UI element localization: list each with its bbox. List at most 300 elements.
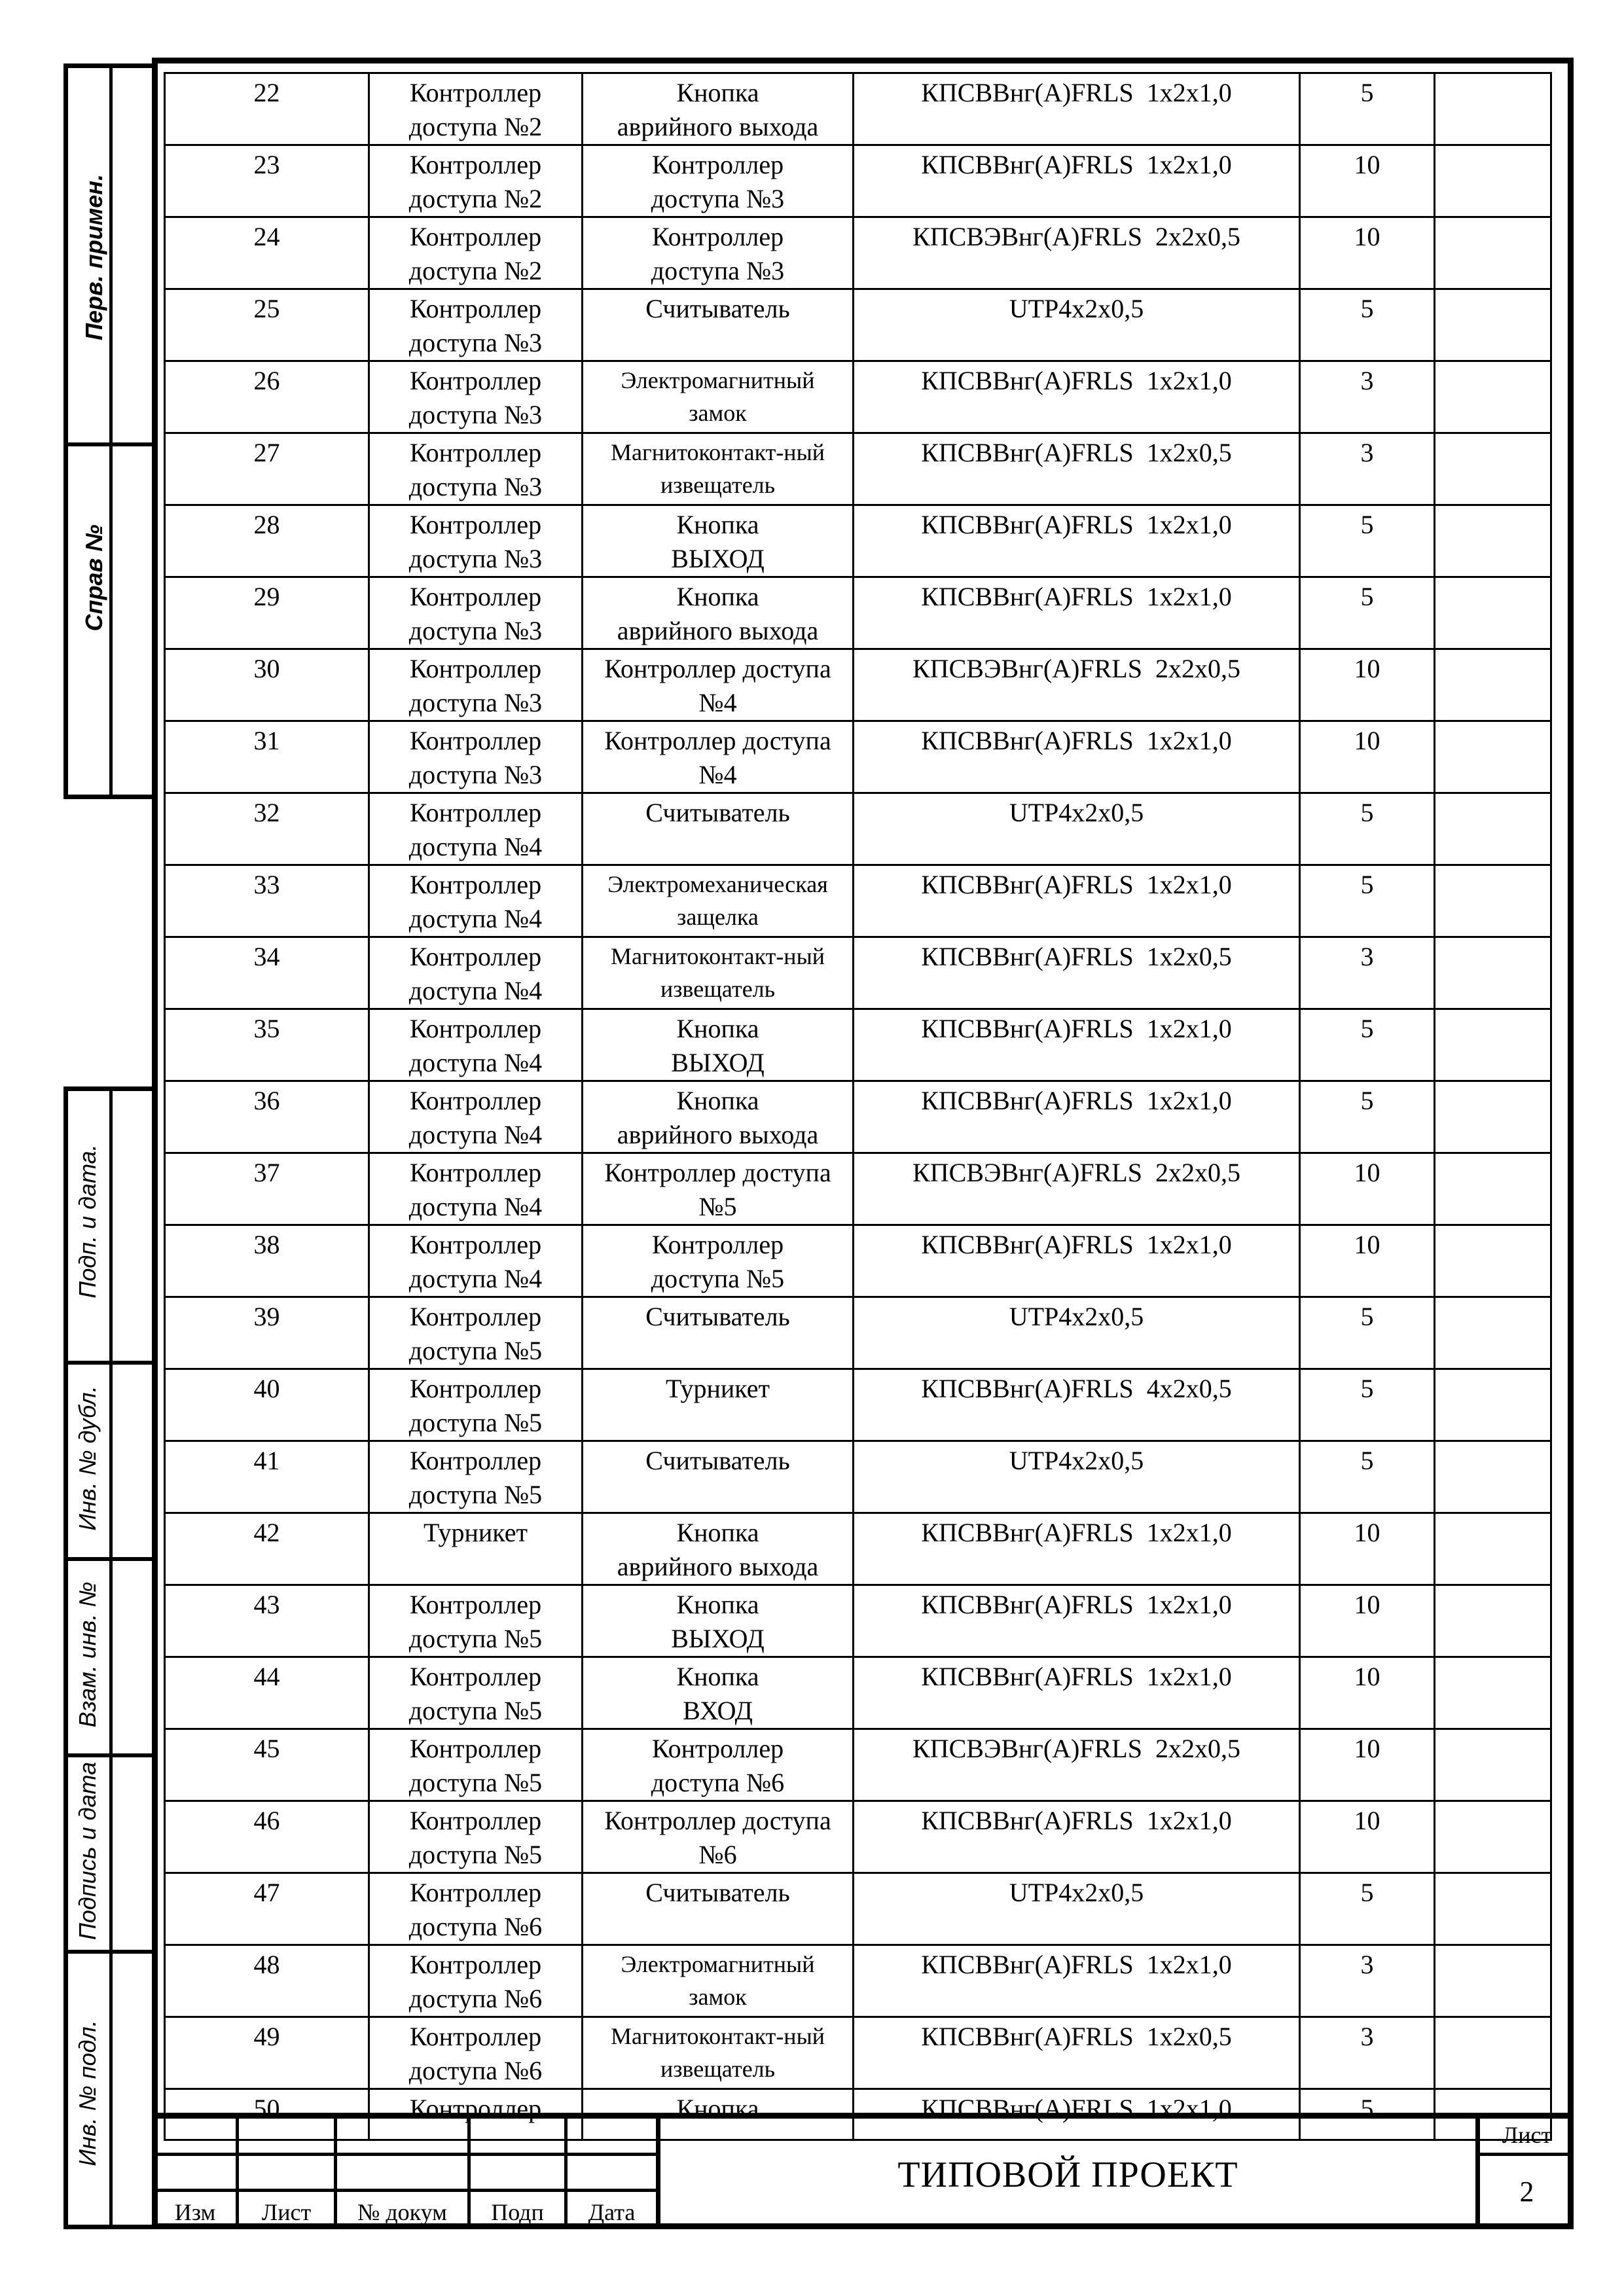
cell-length: 5 [1300, 73, 1435, 145]
cell-line-from: доступа №3 [408, 688, 543, 717]
stamp-col-data: Дата [588, 2199, 636, 2225]
cell-line-to: №4 [698, 688, 737, 717]
cell-length: 5 [1300, 865, 1435, 937]
cell-length: 3 [1300, 937, 1435, 1009]
cell-line-from: доступа №5 [408, 1408, 543, 1437]
cell-length: 5 [1300, 577, 1435, 649]
table-row [165, 649, 1551, 721]
cell-line-from: доступа №4 [408, 1192, 543, 1221]
cell-cable: КПСВВнг(А)FRLS 1х2х0,5 [854, 2017, 1300, 2089]
cell-line-to: Считыватель [645, 294, 790, 323]
cell-note [1435, 1873, 1551, 1945]
cell-line-to: Контроллер [651, 222, 784, 251]
cell-line-from: доступа №3 [408, 544, 543, 573]
table-row [165, 145, 1551, 217]
cell-number: 45 [165, 1729, 369, 1801]
cell-line-from: Контроллер [409, 870, 542, 899]
cell-line-to: Электромеханическая [607, 871, 828, 897]
cell-to [583, 73, 854, 145]
cell-cable: КПСВВнг(А)FRLS 1х2х1,0 [854, 721, 1300, 793]
cell-number: 24 [165, 217, 369, 289]
cell-to [583, 1945, 854, 2017]
stamp-col-izm: Изм [174, 2199, 216, 2225]
cell-to [583, 1873, 854, 1945]
cell-line-to: Считыватель [645, 798, 790, 827]
cell-note [1435, 1729, 1551, 1801]
cell-length: 10 [1300, 1585, 1435, 1657]
side-label-inv-no-podl: Инв. № подл. [74, 2020, 101, 2166]
cell-line-from: Контроллер [409, 1086, 542, 1115]
table-row [165, 1729, 1551, 1801]
cell-cable: КПСВВнг(А)FRLS 1х2х0,5 [854, 433, 1300, 505]
cell-line-from: Контроллер [409, 2094, 542, 2123]
cell-cable: КПСВВнг(А)FRLS 1х2х1,0 [854, 1513, 1300, 1585]
cell-to [583, 217, 854, 289]
cell-from [369, 1873, 583, 1945]
cell-line-to: №6 [698, 1840, 737, 1869]
cell-line-from: доступа №3 [408, 472, 543, 501]
cell-line-to: Считыватель [645, 1446, 790, 1475]
table-row [165, 433, 1551, 505]
cell-cable: КПСВВнг(А)FRLS 1х2х0,5 [854, 937, 1300, 1009]
cell-from [369, 1441, 583, 1513]
cell-length: 10 [1300, 1657, 1435, 1729]
cell-length: 10 [1300, 1729, 1435, 1801]
sheet-number: 2 [1519, 2176, 1534, 2208]
cell-line-to: ВЫХОД [671, 1624, 765, 1653]
cell-to [583, 1441, 854, 1513]
cell-line-to: Считыватель [645, 1302, 790, 1331]
stamp-col-list: Лист [261, 2199, 312, 2225]
cable-table [164, 72, 1552, 2141]
cell-number: 40 [165, 1369, 369, 1441]
cell-cable: КПСВЭВнг(А)FRLS 2х2х0,5 [854, 1729, 1300, 1801]
table-row [165, 1801, 1551, 1873]
table-row [165, 1441, 1551, 1513]
cell-line-from: доступа №5 [408, 1696, 543, 1725]
cell-number: 38 [165, 1225, 369, 1297]
cell-cable: КПСВЭВнг(А)FRLS 2х2х0,5 [854, 217, 1300, 289]
cell-line-from: доступа №5 [408, 1840, 543, 1869]
cell-length: 3 [1300, 2017, 1435, 2089]
cell-cable: UTP4x2x0,5 [854, 793, 1300, 865]
cell-note [1435, 145, 1551, 217]
cell-from [369, 1585, 583, 1657]
cell-cable: КПСВВнг(А)FRLS 1х2х1,0 [854, 1657, 1300, 1729]
cell-cable: КПСВВнг(А)FRLS 1х2х1,0 [854, 1801, 1300, 1873]
cell-number: 33 [165, 865, 369, 937]
cell-line-from: доступа №5 [408, 1336, 543, 1365]
cell-cable: КПСВВнг(А)FRLS 1х2х1,0 [854, 145, 1300, 217]
cell-to [583, 1657, 854, 1729]
cell-line-to: Контроллер доступа [604, 654, 831, 683]
cell-length: 10 [1300, 1153, 1435, 1225]
cell-from [369, 865, 583, 937]
cell-to [583, 1297, 854, 1369]
cell-from [369, 361, 583, 433]
cell-note [1435, 217, 1551, 289]
cell-from [369, 1729, 583, 1801]
cell-to [583, 1729, 854, 1801]
cell-length: 5 [1300, 289, 1435, 361]
cell-note [1435, 1513, 1551, 1585]
cell-note [1435, 937, 1551, 1009]
cell-length: 5 [1300, 1369, 1435, 1441]
cell-line-to: ВХОД [683, 1696, 753, 1725]
cell-cable: КПСВЭВнг(А)FRLS 2х2х0,5 [854, 649, 1300, 721]
cell-line-to: замок [689, 400, 747, 426]
cell-from [369, 649, 583, 721]
cell-line-from: Контроллер [409, 78, 542, 107]
cell-line-to: доступа №3 [651, 184, 785, 213]
table-row [165, 1009, 1551, 1081]
cell-line-from: доступа №2 [408, 256, 543, 285]
cell-line-to: Электромагнитный [621, 367, 815, 393]
cell-line-to: доступа №6 [651, 1768, 785, 1797]
cell-line-from: Контроллер [409, 1302, 542, 1331]
cell-number: 42 [165, 1513, 369, 1585]
cell-line-from: Контроллер [409, 510, 542, 539]
cell-number: 49 [165, 2017, 369, 2089]
table-row [165, 2017, 1551, 2089]
cell-number: 27 [165, 433, 369, 505]
cell-to [583, 937, 854, 1009]
cell-line-from: Контроллер [409, 726, 542, 755]
cell-line-from: Контроллер [409, 1374, 542, 1403]
cell-from [369, 1657, 583, 1729]
cell-length: 5 [1300, 793, 1435, 865]
cell-line-to: Магнитоконтакт-ный [610, 2023, 825, 2049]
cell-note [1435, 793, 1551, 865]
cell-number: 29 [165, 577, 369, 649]
cell-note [1435, 1945, 1551, 2017]
cell-note [1435, 1369, 1551, 1441]
cell-from [369, 433, 583, 505]
cell-to [583, 1081, 854, 1153]
cell-line-to: аврийного выхода [617, 1552, 819, 1581]
cell-cable: UTP4x2x0,5 [854, 1441, 1300, 1513]
cell-number: 36 [165, 1081, 369, 1153]
cell-number: 23 [165, 145, 369, 217]
table-row [165, 577, 1551, 649]
table-row [165, 217, 1551, 289]
cell-line-from: Контроллер [409, 1158, 542, 1187]
cell-to [583, 2017, 854, 2089]
cell-length: 3 [1300, 361, 1435, 433]
table-row [165, 505, 1551, 577]
cell-length: 3 [1300, 433, 1435, 505]
cell-cable: КПСВВнг(А)FRLS 4х2х0,5 [854, 1369, 1300, 1441]
cell-note [1435, 361, 1551, 433]
table-row [165, 937, 1551, 1009]
cell-length: 5 [1300, 1297, 1435, 1369]
cell-line-to: аврийного выхода [617, 1120, 819, 1149]
table-row [165, 1081, 1551, 1153]
cell-length: 5 [1300, 1009, 1435, 1081]
cell-to [583, 1369, 854, 1441]
cell-line-from: Турникет [424, 1518, 528, 1547]
cell-line-to: Кнопка [676, 78, 759, 107]
table-row [165, 865, 1551, 937]
sheet-label: Лист [1502, 2122, 1552, 2148]
cell-line-to: Контроллер [651, 1230, 784, 1259]
side-stamp-upper [63, 63, 152, 799]
cell-number: 47 [165, 1873, 369, 1945]
cell-note [1435, 505, 1551, 577]
cell-line-from: Контроллер [409, 1230, 542, 1259]
cell-cable: UTP4x2x0,5 [854, 289, 1300, 361]
cell-note [1435, 577, 1551, 649]
cell-length: 5 [1300, 2089, 1435, 2140]
cell-line-from: доступа №4 [408, 1048, 543, 1077]
cell-line-from: Контроллер [409, 222, 542, 251]
cell-to [583, 1153, 854, 1225]
cell-line-from: Контроллер [409, 366, 542, 395]
cell-number: 35 [165, 1009, 369, 1081]
cell-line-to: Кнопка [676, 1518, 759, 1547]
stamp-col-doc: № докум [357, 2199, 447, 2225]
cell-from [369, 145, 583, 217]
cell-note [1435, 73, 1551, 145]
cell-from [369, 1153, 583, 1225]
side-label-podpis-i-data: Подпись и дата [74, 1761, 101, 1941]
stamp-col-podp: Подп [491, 2199, 544, 2225]
cell-cable: КПСВВнг(А)FRLS 1х2х1,0 [854, 1009, 1300, 1081]
cell-number: 25 [165, 289, 369, 361]
cell-note [1435, 1297, 1551, 1369]
cell-number: 48 [165, 1945, 369, 2017]
cell-number: 41 [165, 1441, 369, 1513]
cell-line-from: доступа №2 [408, 184, 543, 213]
cell-note [1435, 865, 1551, 937]
cell-note [1435, 1801, 1551, 1873]
cell-from [369, 1297, 583, 1369]
cell-line-from: доступа №4 [408, 1120, 543, 1149]
cell-from [369, 1513, 583, 1585]
cell-length: 10 [1300, 1513, 1435, 1585]
cell-to [583, 505, 854, 577]
cell-cable: КПСВВнг(А)FRLS 1х2х1,0 [854, 505, 1300, 577]
cell-from [369, 793, 583, 865]
table-row [165, 1297, 1551, 1369]
cell-line-from: доступа №3 [408, 760, 543, 789]
cell-line-from: Контроллер [409, 150, 542, 179]
side-label-perv-primen: Перв. примен. [81, 173, 107, 341]
cell-from [369, 2017, 583, 2089]
cell-to [583, 1009, 854, 1081]
cell-line-to: Кнопка [676, 582, 759, 611]
cell-note [1435, 1657, 1551, 1729]
cell-line-from: доступа №4 [408, 904, 543, 933]
cell-line-to: Магнитоконтакт-ный [610, 943, 825, 969]
cell-number: 22 [165, 73, 369, 145]
cell-line-from: Контроллер [409, 1950, 542, 1979]
cell-number: 44 [165, 1657, 369, 1729]
cell-length: 10 [1300, 721, 1435, 793]
cell-note [1435, 649, 1551, 721]
cell-from [369, 217, 583, 289]
cell-line-to: аврийного выхода [617, 112, 819, 141]
table-row [165, 1657, 1551, 1729]
cell-note [1435, 1009, 1551, 1081]
cell-number: 26 [165, 361, 369, 433]
cell-line-to: извещатель [660, 976, 776, 1002]
cell-line-from: доступа №3 [408, 616, 543, 645]
cell-to [583, 433, 854, 505]
cell-to [583, 1801, 854, 1873]
cell-cable: КПСВВнг(А)FRLS 1х2х1,0 [854, 577, 1300, 649]
cell-number: 30 [165, 649, 369, 721]
cell-note [1435, 721, 1551, 793]
cell-from [369, 1009, 583, 1081]
cell-cable: КПСВВнг(А)FRLS 1х2х1,0 [854, 2089, 1300, 2140]
cell-to [583, 865, 854, 937]
table-row [165, 793, 1551, 865]
cell-line-to: Считыватель [645, 1878, 790, 1907]
cell-note [1435, 1441, 1551, 1513]
cell-from [369, 1225, 583, 1297]
cell-line-to: аврийного выхода [617, 616, 819, 645]
cell-line-to: Кнопка [676, 1086, 759, 1115]
cell-cable: КПСВВнг(А)FRLS 1х2х1,0 [854, 361, 1300, 433]
cell-note [1435, 1225, 1551, 1297]
side-label-vzam-inv-no: Взам. инв. № [74, 1581, 101, 1728]
cell-to [583, 145, 854, 217]
cell-line-from: доступа №3 [408, 328, 543, 357]
cell-from [369, 1369, 583, 1441]
document-title: ТИПОВОЙ ПРОЕКТ [897, 2155, 1238, 2195]
cell-cable: КПСВВнг(А)FRLS 1х2х1,0 [854, 865, 1300, 937]
cell-line-from: Контроллер [409, 1878, 542, 1907]
title-block [152, 2113, 1574, 2229]
cell-line-from: доступа №5 [408, 1624, 543, 1653]
cell-length: 5 [1300, 505, 1435, 577]
cell-from [369, 73, 583, 145]
cell-line-from: доступа №3 [408, 400, 543, 429]
cell-cable: КПСВВнг(А)FRLS 1х2х1,0 [854, 1585, 1300, 1657]
cell-note [1435, 2017, 1551, 2089]
cell-to [583, 1225, 854, 1297]
cell-number: 46 [165, 1801, 369, 1873]
cell-line-from: Контроллер [409, 798, 542, 827]
cell-line-to: замок [689, 1984, 747, 2010]
cell-length: 10 [1300, 217, 1435, 289]
cell-line-to: извещатель [660, 472, 776, 498]
cell-length: 3 [1300, 1945, 1435, 2017]
cell-line-to: Контроллер [651, 1734, 784, 1763]
cell-length: 10 [1300, 145, 1435, 217]
cell-line-to: Кнопка [676, 1590, 759, 1619]
cell-line-from: доступа №6 [408, 2056, 543, 2085]
cell-line-from: Контроллер [409, 294, 542, 323]
cell-note [1435, 289, 1551, 361]
cell-line-to: ВЫХОД [671, 544, 765, 573]
cell-line-from: Контроллер [409, 438, 542, 467]
cell-line-to: Кнопка [676, 1014, 759, 1043]
cell-line-to: доступа №3 [651, 256, 785, 285]
cell-from [369, 505, 583, 577]
cell-line-to: №4 [698, 760, 737, 789]
cell-from [369, 1801, 583, 1873]
table-row [165, 1873, 1551, 1945]
cell-cable: UTP4x2x0,5 [854, 1873, 1300, 1945]
cell-line-to: ВЫХОД [671, 1048, 765, 1077]
cell-line-to: №5 [698, 1192, 737, 1221]
cell-to [583, 361, 854, 433]
table-row [165, 1585, 1551, 1657]
cell-line-from: доступа №6 [408, 1912, 543, 1941]
cell-line-from: Контроллер [409, 1446, 542, 1475]
cell-line-from: доступа №5 [408, 1480, 543, 1509]
cell-line-to: Контроллер доступа [604, 726, 831, 755]
cell-cable: КПСВВнг(А)FRLS 1х2х1,0 [854, 1225, 1300, 1297]
cell-from [369, 289, 583, 361]
cell-note [1435, 1585, 1551, 1657]
cell-cable: КПСВЭВнг(А)FRLS 2х2х0,5 [854, 1153, 1300, 1225]
cell-length: 5 [1300, 1081, 1435, 1153]
cell-number: 34 [165, 937, 369, 1009]
cell-to [583, 721, 854, 793]
cell-line-to: извещатель [660, 2056, 776, 2082]
cell-line-from: доступа №2 [408, 112, 543, 141]
side-stamp-lower [63, 1086, 152, 2229]
table-row [165, 1153, 1551, 1225]
cell-from [369, 577, 583, 649]
table-row [165, 721, 1551, 793]
cell-line-to: Контроллер доступа [604, 1806, 831, 1835]
cell-line-to: Кнопка [676, 510, 759, 539]
cell-line-from: Контроллер [409, 1734, 542, 1763]
cell-length: 10 [1300, 649, 1435, 721]
table-row [165, 1369, 1551, 1441]
cell-line-from: Контроллер [409, 582, 542, 611]
cell-cable: КПСВВнг(А)FRLS 1х2х1,0 [854, 1945, 1300, 2017]
cell-line-from: доступа №4 [408, 832, 543, 861]
cell-line-to: Кнопка [676, 1662, 759, 1691]
cell-line-to: доступа №5 [651, 1264, 785, 1293]
cell-to [583, 649, 854, 721]
cell-line-from: Контроллер [409, 1014, 542, 1043]
cell-line-from: Контроллер [409, 2022, 542, 2051]
cell-cable: КПСВВнг(А)FRLS 1х2х1,0 [854, 73, 1300, 145]
cell-length: 5 [1300, 1441, 1435, 1513]
table-row [165, 1513, 1551, 1585]
cell-to [583, 1513, 854, 1585]
cell-length: 10 [1300, 1225, 1435, 1297]
cell-from [369, 937, 583, 1009]
cell-from [369, 1945, 583, 2017]
cell-length: 5 [1300, 1873, 1435, 1945]
cell-to [583, 289, 854, 361]
cell-from [369, 1081, 583, 1153]
table-row [165, 1225, 1551, 1297]
cell-line-to: защелка [677, 904, 759, 930]
cell-line-from: Контроллер [409, 1590, 542, 1619]
cell-number: 43 [165, 1585, 369, 1657]
cell-note [1435, 433, 1551, 505]
cell-from [369, 721, 583, 793]
cell-number: 32 [165, 793, 369, 865]
cell-note [1435, 1153, 1551, 1225]
cell-line-from: доступа №4 [408, 976, 543, 1005]
cell-line-to: Кнопка [676, 2094, 759, 2123]
cell-line-to: Магнитоконтакт-ный [610, 439, 825, 465]
cell-line-from: доступа №6 [408, 1984, 543, 2013]
cell-cable: UTP4x2x0,5 [854, 1297, 1300, 1369]
cell-number: 31 [165, 721, 369, 793]
side-label-inv-no-dubl: Инв. № дубл. [74, 1386, 101, 1531]
cell-line-to: Контроллер доступа [604, 1158, 831, 1187]
